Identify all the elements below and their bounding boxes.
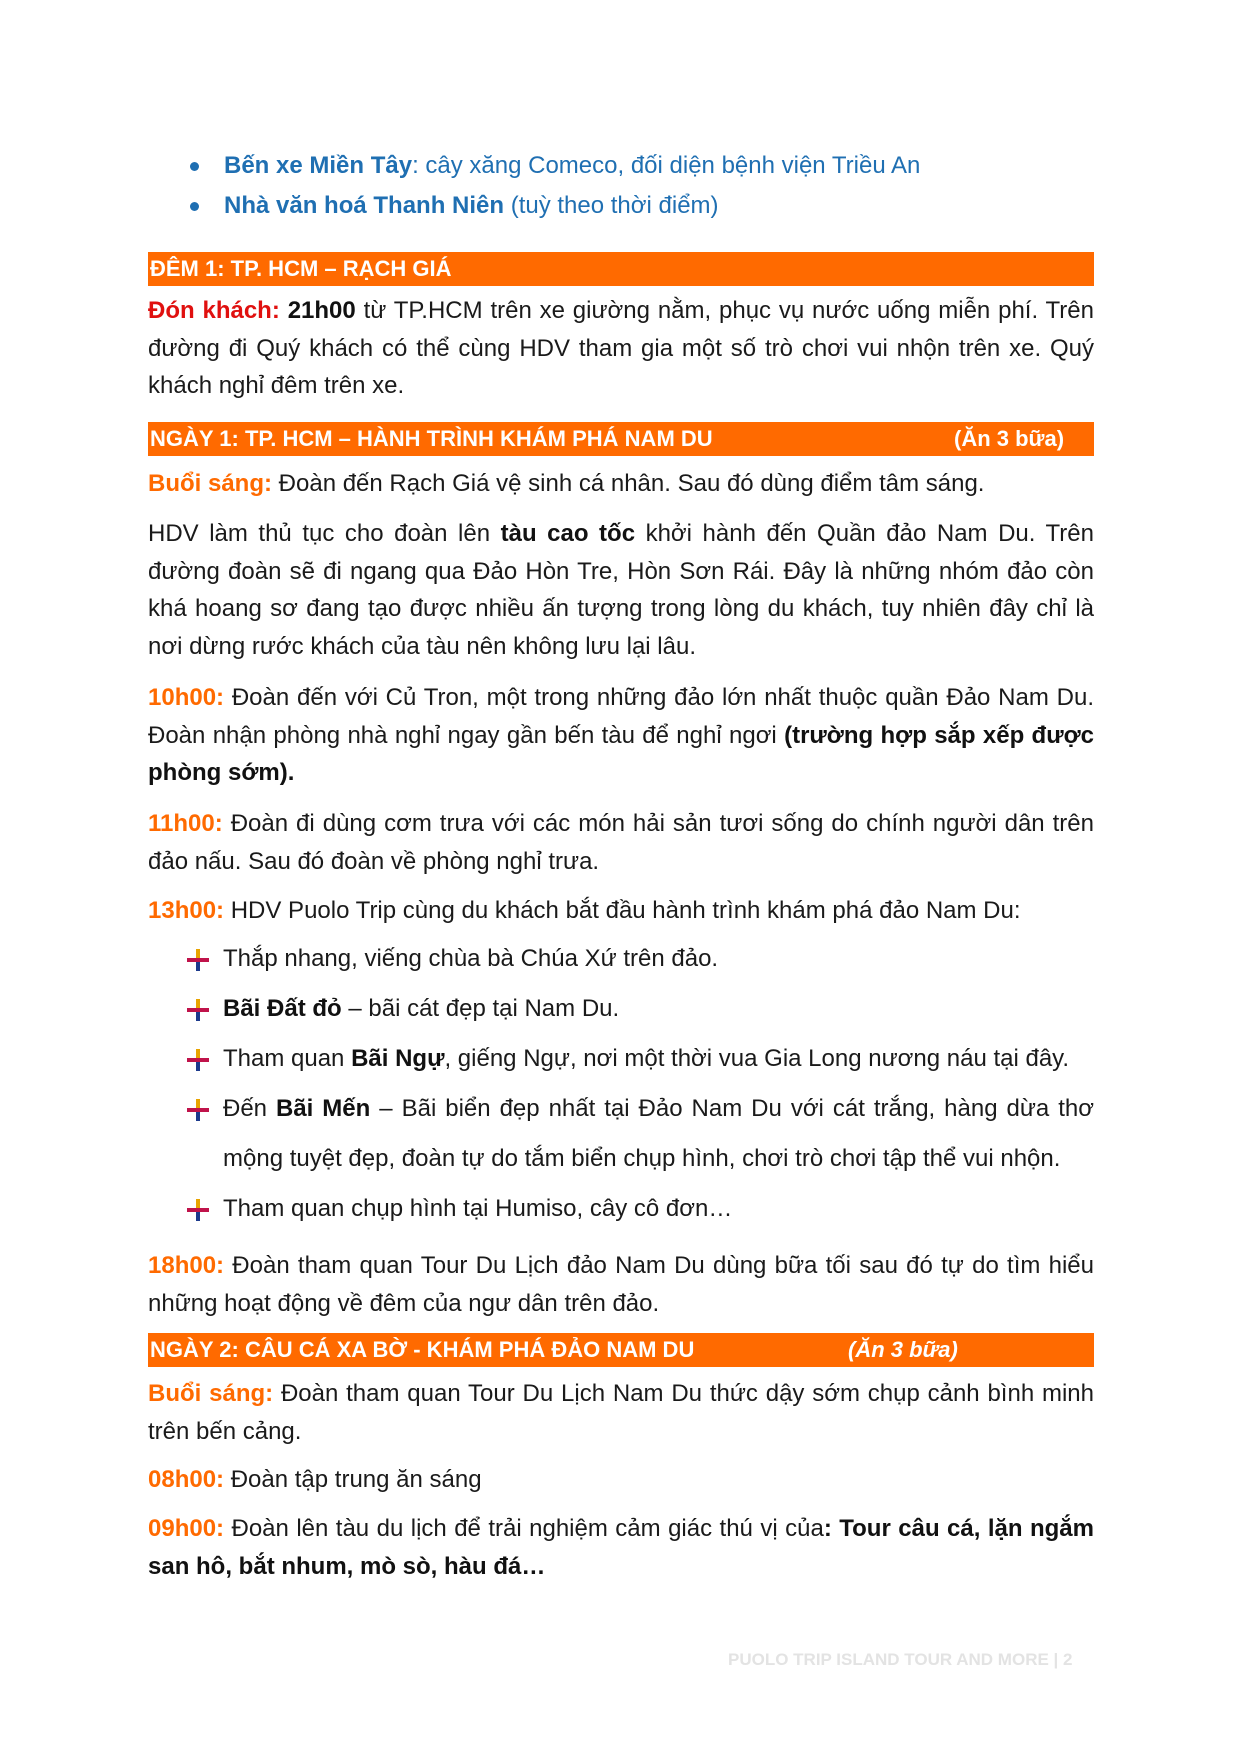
meals-note: (Ăn 3 bữa) [848,1337,958,1362]
paragraph-text: Đoàn đến với Củ Tron, một trong những đảo lớn nhất thuộc quần Đảo Nam Du. Đoàn nhận phòng nhà nghỉ ngay gần bến tàu để nghỉ ngơi [148,684,1094,749]
paragraph-text: Đoàn tham quan Tour Du Lịch đảo Nam Du dùng bữa tối sau đó tự do tìm hiểu những hoạt động về đêm của ngư dân trên đảo. [148,1252,1094,1317]
paragraph-text: HDV Puolo Trip cùng du khách bắt đầu hành trình khám phá đảo Nam Du: [224,897,1021,924]
day1-header [148,422,1094,456]
arrow-bullet-icon [186,948,210,972]
paragraph-text: khởi hành đến Quần đảo Nam Du. Trên đường đoàn sẽ đi ngang qua Đảo Hòn Tre, Hòn Sơn Rái. Đây là những nhóm đảo còn khá hoang sơ đang tạo được nhiều ấn tượng trong lòng du khách, tuy nhiên đây chỉ là nơi dừng rước khách của tàu nên không lưu lại lâu. [148,520,1094,660]
activity-item: Tham quan chụp hình tại Humiso, cây cô đơn… [186,1184,1094,1234]
activity-item: Đến Bãi Mến – Bãi biển đẹp nhất tại Đảo Nam Du với cát trắng, hàng dừa thơ mộng tuyệt đẹp, đoàn tự do tắm biển chụp hình, chơi trò chơi tập thể vui nhộn. [186,1084,1094,1184]
pickup-item [148,186,1094,226]
highlight-text: : Tour câu cá, lặn ngắm san hô, bắt nhum, mò sò, hàu đá… [148,1515,1094,1580]
time-label: 10h00: [148,684,225,711]
arrow-bullet-icon [186,1048,210,1072]
day1-1000 [148,679,1094,792]
activity-item: Thắp nhang, viếng chùa bà Chúa Xứ trên đảo. [186,934,1094,984]
day1-1800 [148,1247,1094,1322]
paragraph-text: Đoàn tập trung ăn sáng [224,1466,482,1493]
time-label: 11h00: [148,810,223,837]
activity-item: Bãi Đất đỏ – bãi cát đẹp tại Nam Du. [186,984,1094,1034]
page-footer: PUOLO TRIP ISLAND TOUR AND MORE | 2 [728,1650,1073,1669]
arrow-bullet-icon [186,998,210,1022]
night1-paragraph [148,292,1094,405]
paragraph-text: Đoàn lên tàu du lịch để trải nghiệm cảm giác thú vị của [224,1515,824,1542]
section-title: NGÀY 1: TP. HCM – HÀNH TRÌNH KHÁM PHÁ NAM DU [150,426,713,451]
time-label: 09h00: [148,1515,225,1542]
night1-header [148,252,1094,286]
day2-header [148,1333,1094,1367]
day1-1100 [148,805,1094,880]
pickup-label: Đón khách: [148,297,280,324]
day2-0800 [148,1461,1094,1499]
day1-morning [148,465,1094,503]
time-label: 08h00: [148,1466,225,1493]
dot-bullet-icon [190,162,199,171]
activity-item: Tham quan Bãi Ngự, giếng Ngự, nơi một thời vua Gia Long nương náu tại đây. [186,1034,1094,1084]
pickup-list [148,146,1094,226]
dot-bullet-icon [190,202,199,211]
section-title: ĐÊM 1: TP. HCM – RẠCH GIÁ [150,256,452,281]
section-title: NGÀY 2: CÂU CÁ XA BỜ - KHÁM PHÁ ĐẢO NAM DU [150,1337,695,1362]
pickup-detail: : cây xăng Comeco, đối diện bệnh viện Triều An [412,152,921,179]
paragraph-text: HDV làm thủ tục cho đoàn lên [148,520,501,547]
highlight-text: tàu cao tốc [500,520,636,547]
time-label: 13h00: [148,897,225,924]
paragraph-text: Đoàn đến Rạch Giá vệ sinh cá nhân. Sau đó dùng điểm tâm sáng. [272,470,985,497]
time-label: Buổi sáng: [148,470,272,497]
pickup-name: Bến xe Miền Tây [224,152,413,179]
paragraph-text: Đoàn tham quan Tour Du Lịch Nam Du thức dậy sớm chụp cảnh bình minh trên bến cảng. [148,1380,1094,1445]
meals-note: (Ăn 3 bữa) [954,426,1065,451]
day2-morning [148,1375,1094,1450]
day2-0900 [148,1510,1094,1585]
activity-list [186,934,1094,1234]
pickup-time: 21h00 [287,297,356,324]
day1-hdv-paragraph [148,515,1094,665]
pickup-detail: (tuỳ theo thời điểm) [504,192,719,219]
day1-1300 [148,892,1094,930]
paragraph-text: Đoàn đi dùng cơm trưa với các món hải sản tươi sống do chính người dân trên đảo nấu. Sau đó đoàn về phòng nghỉ trưa. [148,810,1094,875]
time-label: Buổi sáng: [148,1380,274,1407]
pickup-name: Nhà văn hoá Thanh Niên [224,192,505,219]
night1-text: từ TP.HCM trên xe giường nằm, phục vụ nước uống miễn phí. Trên đường đi Quý khách có thể cùng HDV tham gia một số trò chơi vui nhộn trên xe. Quý khách nghỉ đêm trên xe. [148,297,1094,399]
time-label: 18h00: [148,1252,225,1279]
highlight-text: (trường hợp sắp xếp được phòng sớm). [148,721,1094,786]
arrow-bullet-icon [186,1098,210,1122]
pickup-item [148,146,1094,186]
arrow-bullet-icon [186,1198,210,1222]
